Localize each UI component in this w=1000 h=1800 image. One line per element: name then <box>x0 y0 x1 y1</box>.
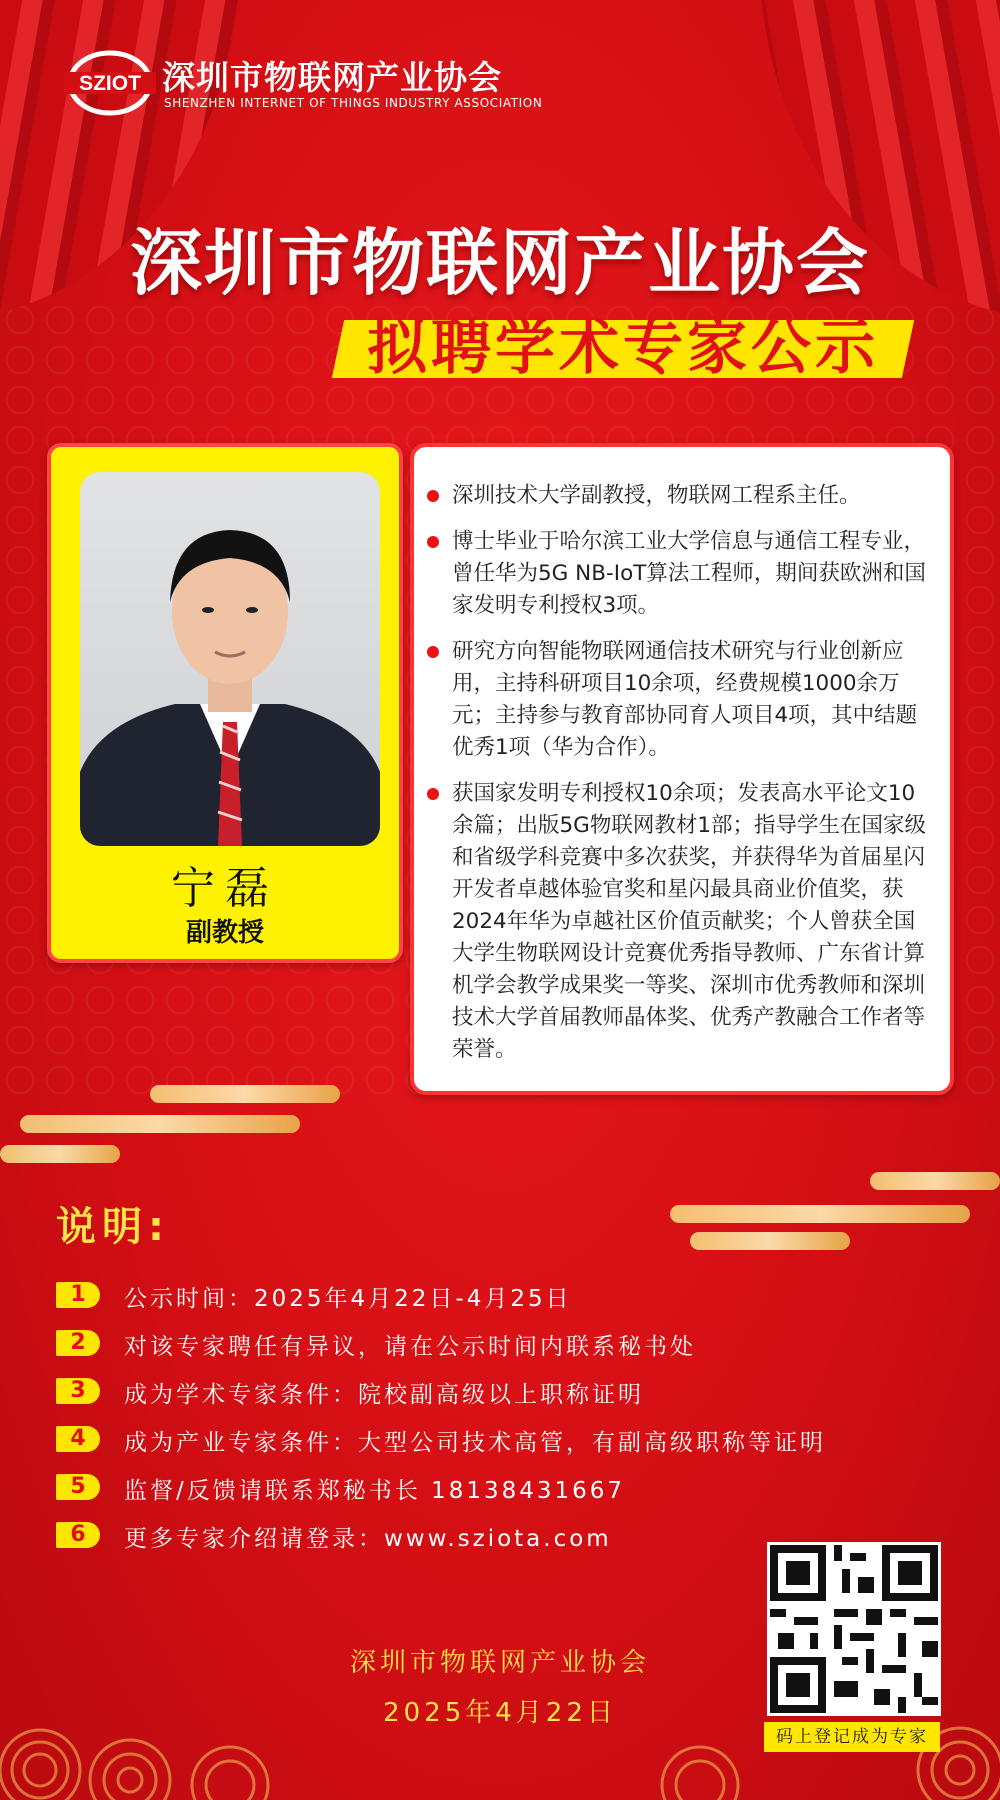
notes-title: 说明: <box>56 1204 170 1250</box>
footer-date: 2025年4月22日 <box>383 1698 617 1728</box>
bio-text: 博士毕业于哈尔滨工业大学信息与通信工程专业，曾任华为5G NB-IoT算法工程师，期间获欧洲和国家发明专利授权3项。 <box>452 529 926 618</box>
bio-item <box>425 636 927 764</box>
qr-code-icon <box>770 1545 938 1713</box>
bio-text: 获国家发明专利授权10余项；发表高水平论文10余篇；出版5G物联网教材1部；指导学生在国家级和省级学科竞赛中多次获奖，并获得华为首届星闪开发者卓越体验官奖和星闪最具商业价值奖，获2024年华为卓越社区价值贡献奖；个人曾获全国大学生物联网设计竞赛优秀指导教师、广东省计算机学会教学成果奖一等奖、深圳市优秀教师和深圳技术大学首届教师晶体奖、优秀产教融合工作者等荣誉。 <box>452 781 927 1062</box>
page-title: 深圳市物联网产业协会 <box>129 221 870 305</box>
bullet-icon <box>427 788 439 800</box>
bullet-icon <box>427 490 439 502</box>
bio-item <box>425 480 927 512</box>
page-subtitle: 拟聘学术专家公示 <box>367 313 879 383</box>
expert-role: 副教授 <box>185 918 264 948</box>
expert-photo <box>80 472 380 846</box>
note-text: 对该专家聘任有异议，请在公示时间内联系秘书处 <box>124 1334 696 1360</box>
note-text: 更多专家介绍请登录：www.sziota.com <box>124 1526 612 1552</box>
note-text: 监督/反馈请联系郑秘书长 18138431667 <box>124 1478 626 1504</box>
sziot-logo-icon <box>64 48 156 118</box>
note-number-badge: 3 <box>56 1378 100 1404</box>
bullet-icon <box>427 536 439 548</box>
note-number-badge: 5 <box>56 1474 100 1500</box>
portrait-icon <box>80 472 380 846</box>
logo-name-cn: 深圳市物联网产业协会 <box>162 58 502 97</box>
gold-cloud-decoration <box>0 1145 120 1163</box>
qr-caption: 码上登记成为专家 <box>764 1722 940 1752</box>
note-number-badge: 4 <box>56 1426 100 1452</box>
logo-name-en: SHENZHEN INTERNET OF THINGS INDUSTRY ASSOCIATION <box>164 96 543 110</box>
bio-item <box>425 526 927 622</box>
bio-text: 研究方向智能物联网通信技术研究与行业创新应用，主持科研项目10余项，经费规模1000余万元；主持参与教育部协同育人项目4项，其中结题优秀1项（华为合作）。 <box>452 639 918 760</box>
note-text: 公示时间：2025年4月22日-4月25日 <box>124 1286 572 1312</box>
note-number-badge: 1 <box>56 1282 100 1308</box>
gold-cloud-decoration <box>690 1232 850 1250</box>
bio-text: 深圳技术大学副教授，物联网工程系主任。 <box>452 483 861 508</box>
gold-cloud-decoration <box>870 1172 1000 1190</box>
qr-code[interactable] <box>767 1542 941 1716</box>
footer-org: 深圳市物联网产业协会 <box>349 1648 650 1678</box>
gold-cloud-decoration <box>20 1115 300 1133</box>
logo-mark-text: SZIOT <box>79 72 141 95</box>
expert-name: 宁磊 <box>171 863 279 914</box>
note-text: 成为学术专家条件：院校副高级以上职称证明 <box>124 1382 644 1408</box>
note-text: 成为产业专家条件：大型公司技术高管，有副高级职称等证明 <box>124 1430 826 1456</box>
note-number-badge: 2 <box>56 1330 100 1356</box>
bio-list <box>425 480 927 1080</box>
bullet-icon <box>427 646 439 658</box>
gold-cloud-decoration <box>670 1205 970 1223</box>
gold-cloud-decoration <box>150 1085 340 1103</box>
note-number-badge: 6 <box>56 1522 100 1548</box>
bio-item <box>425 778 927 1066</box>
